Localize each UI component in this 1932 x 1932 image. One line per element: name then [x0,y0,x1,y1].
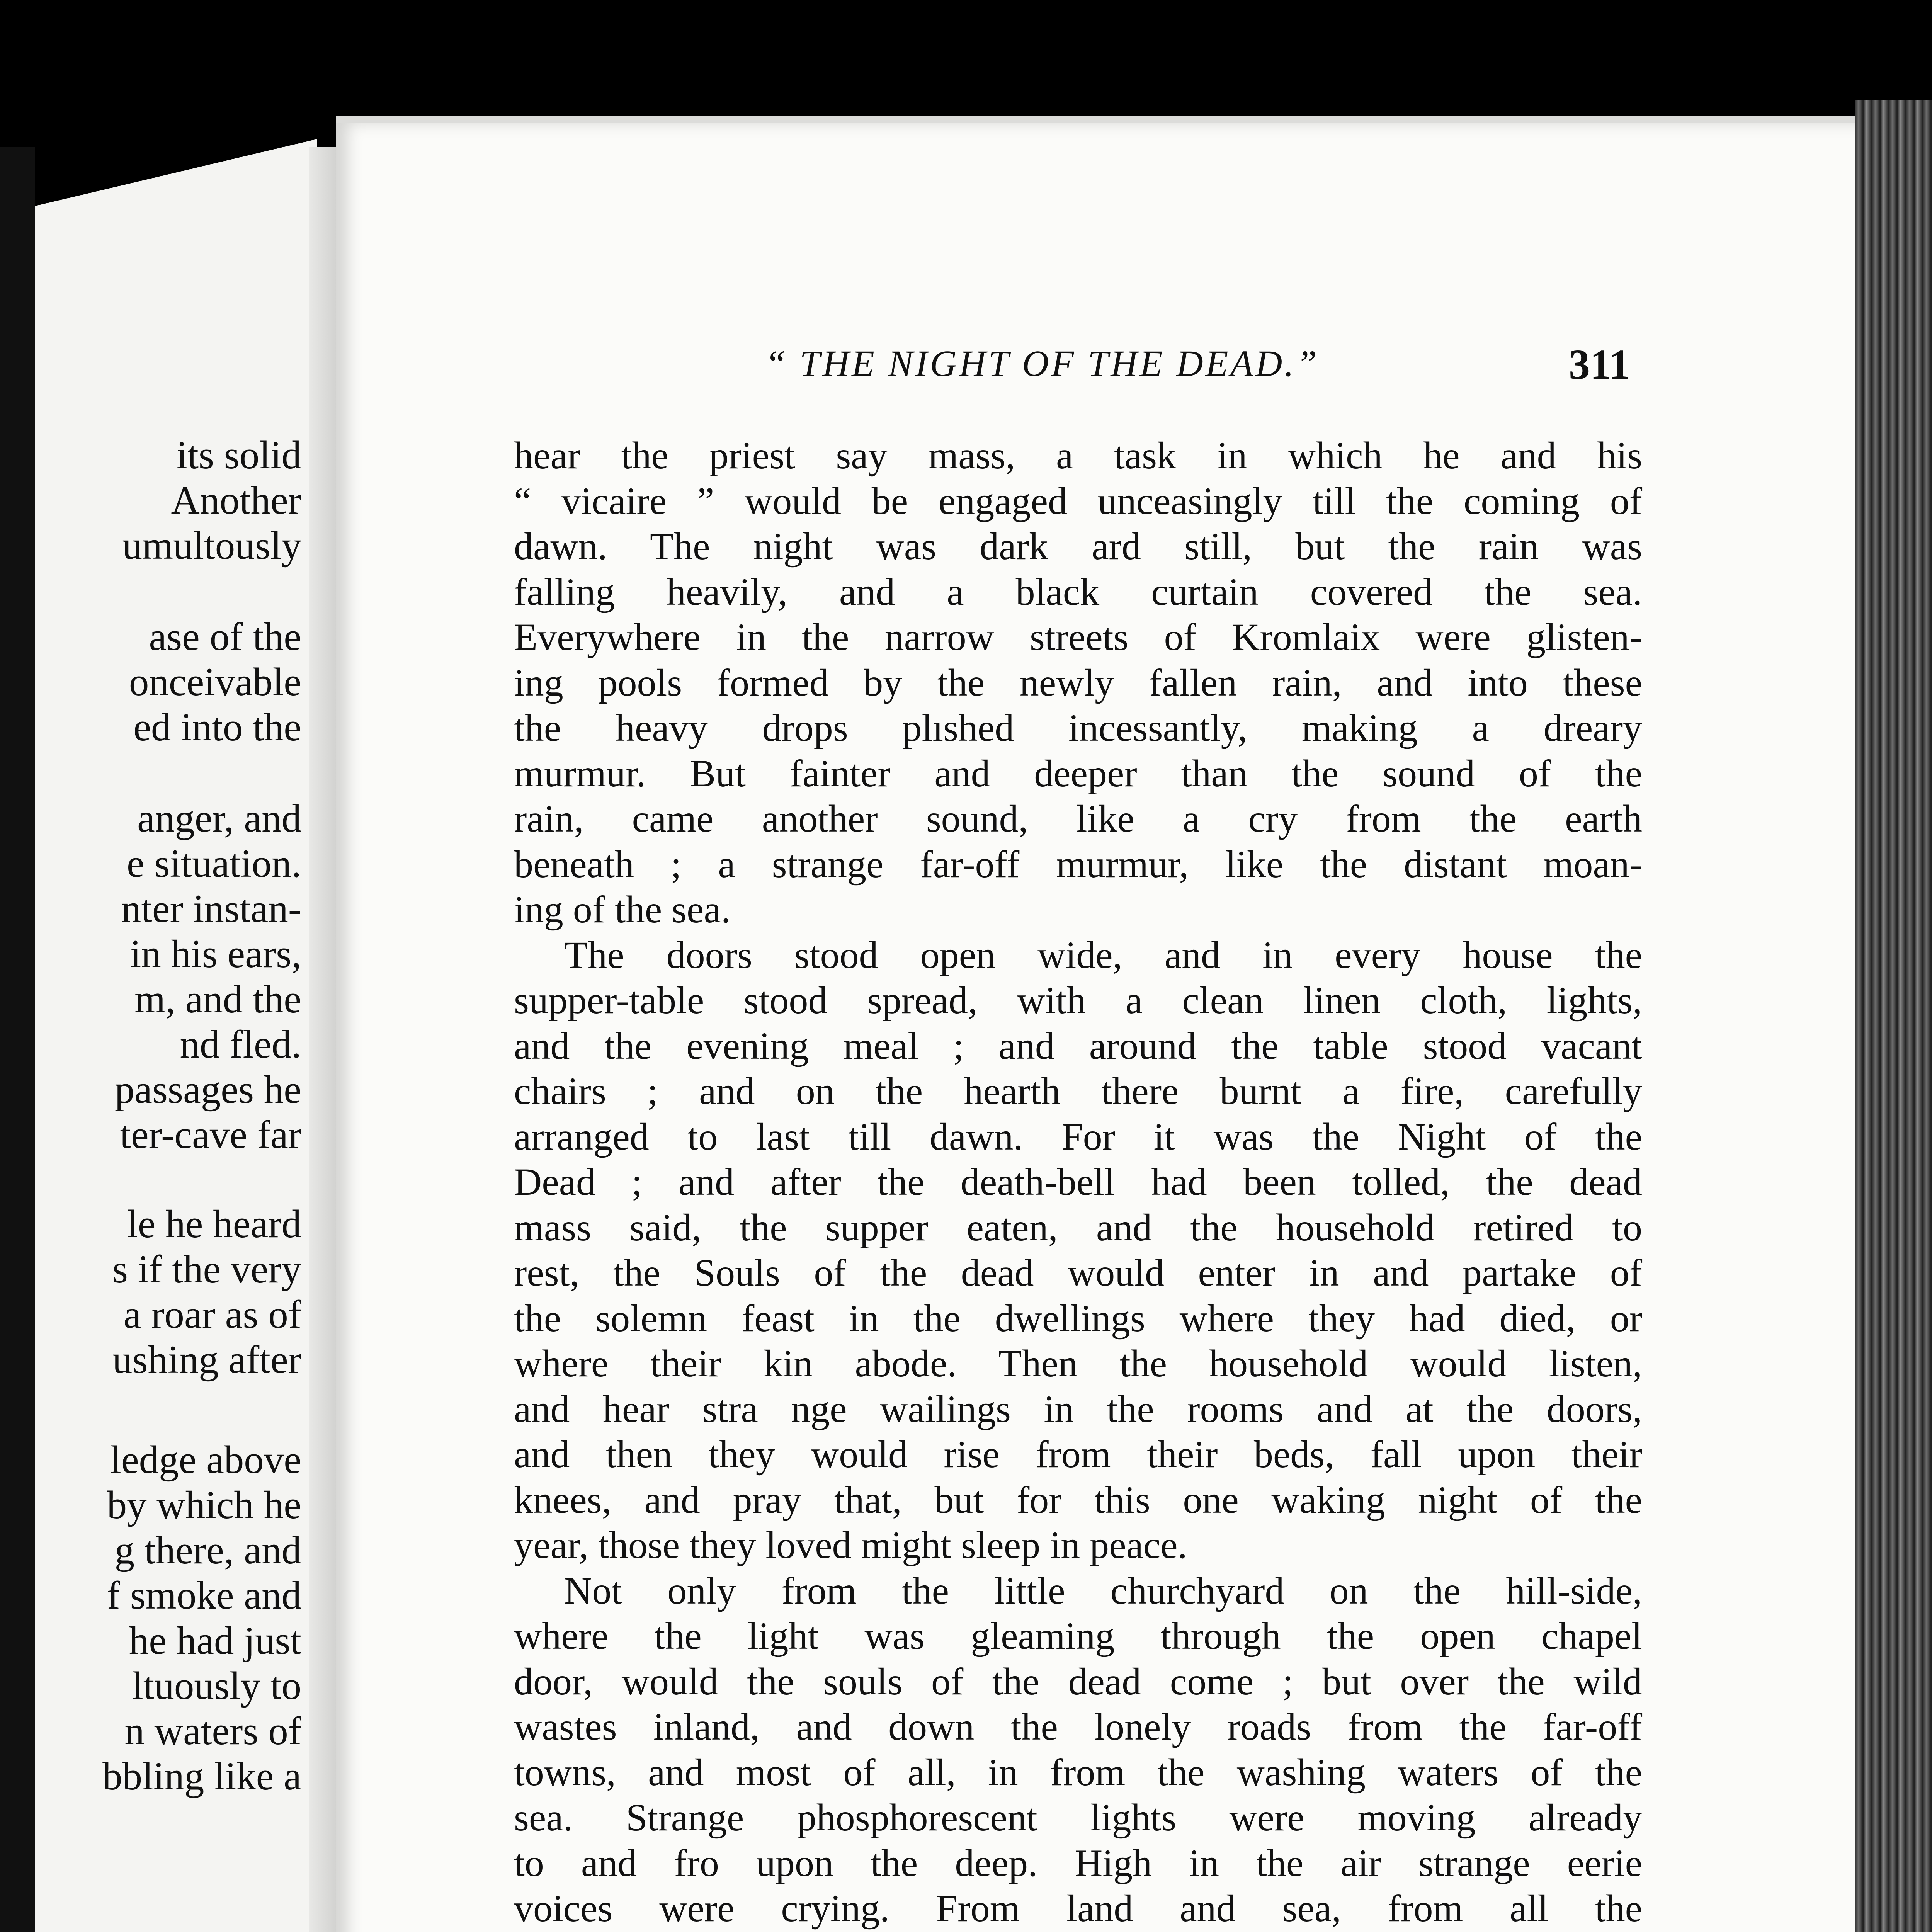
left-page-line: f smoke and [107,1573,301,1617]
text-line: Everywhere in the narrow streets of Kromlaix were glisten- [514,616,1642,658]
text-line: ing of the sea. [514,888,731,931]
left-page-line: ase of the [149,615,301,659]
text-line: rest, the Souls of the dead would enter in and partake of [514,1251,1642,1294]
running-head: “ THE NIGHT OF THE DEAD.” [765,343,1319,384]
left-page-line: a roar as of [123,1293,301,1337]
page-edges [1855,100,1932,1932]
text-line: and then they would rise from their beds, fall upon their [514,1433,1642,1476]
text-line: and the evening meal ; and around the table stood vacant [514,1024,1642,1067]
left-page-line: onceivable [129,660,301,704]
text-line: the heavy drops plıshed incessantly, making a dreary [514,706,1642,749]
text-line: year, those they loved might sleep in peace. [514,1524,1187,1566]
text-line: where the light was gleaming through the open chapel [514,1614,1642,1657]
left-page-line: nter instan- [121,887,301,931]
text-line: The doors stood open wide, and in every house the [564,933,1642,976]
text-line: Not only from the little churchyard on the hill-side, [564,1569,1642,1612]
left-page-line: nd fled. [180,1022,301,1066]
left-page-line: s if the very [112,1247,301,1291]
text-line: Dead ; and after the death-bell had been tolled, the dead [514,1160,1642,1203]
left-page-fragment [0,1202,301,1383]
left-page-line: anger, and [137,796,301,840]
text-line: arranged to last till dawn. For it was the Night of the [514,1115,1642,1158]
text-line: “ vicaire ” would be engaged unceasingly till the coming of [514,479,1642,522]
text-line: murmur. But fainter and deeper than the sound of the [514,752,1642,795]
left-page-line: ledge above [110,1438,301,1482]
left-page-fragment [0,614,301,750]
left-page-line: n waters of [124,1709,301,1753]
text-line: ing pools formed by the newly fallen rain, and into these [514,661,1642,704]
left-page-line: le he heard [127,1202,301,1246]
text-line: where their kin abode. Then the household would listen, [514,1342,1642,1385]
left-page-line: passages he [114,1068,301,1112]
text-line: rain, came another sound, like a cry from the earth [514,797,1642,840]
left-page-line: in his ears, [130,932,301,976]
left-page-line: he had just [129,1619,301,1663]
text-line: sea. Strange phosphorescent lights were moving already [514,1796,1642,1839]
text-line: the solemn feast in the dwellings where they had died, or [514,1296,1642,1340]
text-line: beneath ; a strange far-off murmur, like the distant moan- [514,842,1642,886]
text-line: voices were crying. From land and sea, from all the [514,1887,1642,1930]
left-page-line: its solid [176,433,301,477]
text-line: dawn. The night was dark ard still, but the rain was [514,525,1642,568]
text-line: wastes inland, and down the lonely roads from the far-off [514,1705,1642,1748]
page-number: 311 [1569,341,1630,388]
left-page-fragment [0,796,301,1158]
left-page-line: ed into the [133,705,301,749]
left-page-fragment [0,1437,301,1799]
text-line: mass said, the supper eaten, and the household retired to [514,1206,1642,1249]
left-page-line: bbling like a [102,1754,301,1798]
text-line: to and fro upon the deep. High in the air strange eerie [514,1841,1642,1884]
left-page-line: e situation. [127,842,301,886]
left-page-line: ltuously to [132,1664,301,1708]
left-page-line: ter-cave far [120,1113,301,1157]
body-text [514,433,1642,1932]
text-line: chairs ; and on the hearth there burnt a fire, carefully [514,1070,1642,1112]
left-page-line: ushing after [112,1338,301,1382]
left-page-line: m, and the [134,977,301,1021]
left-page-line: umultously [122,524,301,568]
left-page-line: Another [171,478,301,522]
text-line: door, would the souls of the dead come ; but over the wild [514,1660,1642,1703]
text-line: falling heavily, and a black curtain covered the sea. [514,570,1642,613]
left-page-fragment [0,433,301,568]
text-line: supper-table stood spread, with a clean linen cloth, lights, [514,979,1642,1022]
text-line: towns, and most of all, in from the washing waters of the [514,1750,1642,1794]
text-line: knees, and pray that, but for this one waking night of the [514,1478,1642,1521]
text-line: hear the priest say mass, a task in which he and his [514,434,1642,477]
text-line: and hear stra nge wailings in the rooms and at the doors, [514,1387,1642,1430]
left-page-line: g there, and [114,1528,301,1572]
left-page-line: by which he [107,1483,301,1527]
